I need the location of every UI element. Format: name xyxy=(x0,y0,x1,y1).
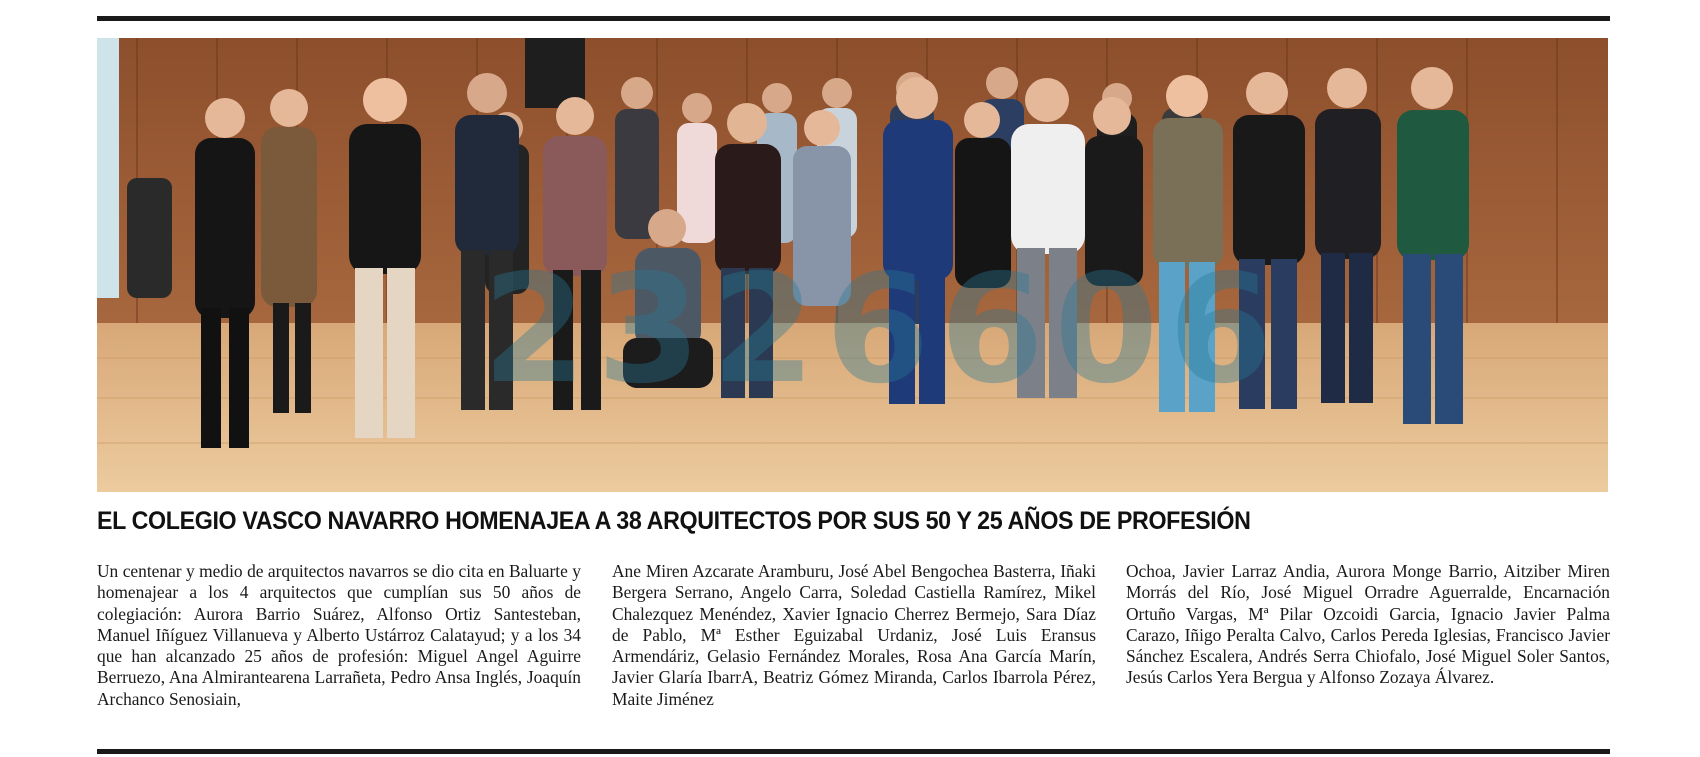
watermark-text: 2326606 xyxy=(482,243,1283,417)
group-photo-icon xyxy=(97,38,1608,492)
article-column-1: Un centenar y medio de arquitectos navarros se dio cita en Baluarte y homenajear a los 4 arquitectos que cumplían sus 50 años de colegiación: Aurora Barrio Suárez, Alfonso Ortiz Santesteban, Manuel Iñíguez Villanueva y Alberto Ustárroz Calatayud; y a los 34 que han alcanzado 25 años de profesión: Miguel Angel Aguirre Berruezo, Ana Almirantearena Larrañeta, Pedro Ansa Inglés, Joaquín Archanco Senosiain, xyxy=(97,561,581,709)
article-column-2: Ane Miren Azcarate Aramburu, José Abel Bengochea Basterra, Iñaki Bergera Serrano, Angelo Carra, Soledad Castiella Ramírez, Mikel Chalezquez Menéndez, Xavier Ignacio Cherrez Bermejo, Sara Díaz de Pablo, Mª Esther Eguizabal Urdaniz, José Luis Eransus Armendáriz, Gelasio Fernández Morales, Rosa Ana García Marín, Javier Glaría IbarrA, Beatriz Gómez Miranda, Carlos Ibarrola Pérez, Maite Jiménez xyxy=(612,561,1096,709)
bottom-rule xyxy=(97,749,1610,754)
article-headline: EL COLEGIO VASCO NAVARRO HOMENAJEA A 38 ARQUITECTOS POR SUS 50 Y 25 AÑOS DE PROFESIÓN xyxy=(97,507,1251,535)
top-rule xyxy=(97,16,1610,21)
group-photo xyxy=(97,38,1608,492)
article-column-3: Ochoa, Javier Larraz Andia, Aurora Monge Barrio, Aitziber Miren Morrás del Río, José Miguel Orradre Aguerralde, Encarnación Ortuño Vargas, Mª Pilar Ozcoidi Garcia, Ignacio Javier Palma Carazo, Iñigo Peralta Calvo, Carlos Pereda Iglesias, Francisco Javier Sánchez Escalera, Andrés Serra Chiofalo, José Miguel Soler Santos, Jesús Carlos Yera Bergua y Alfonso Zozaya Álvarez. xyxy=(1126,561,1610,688)
